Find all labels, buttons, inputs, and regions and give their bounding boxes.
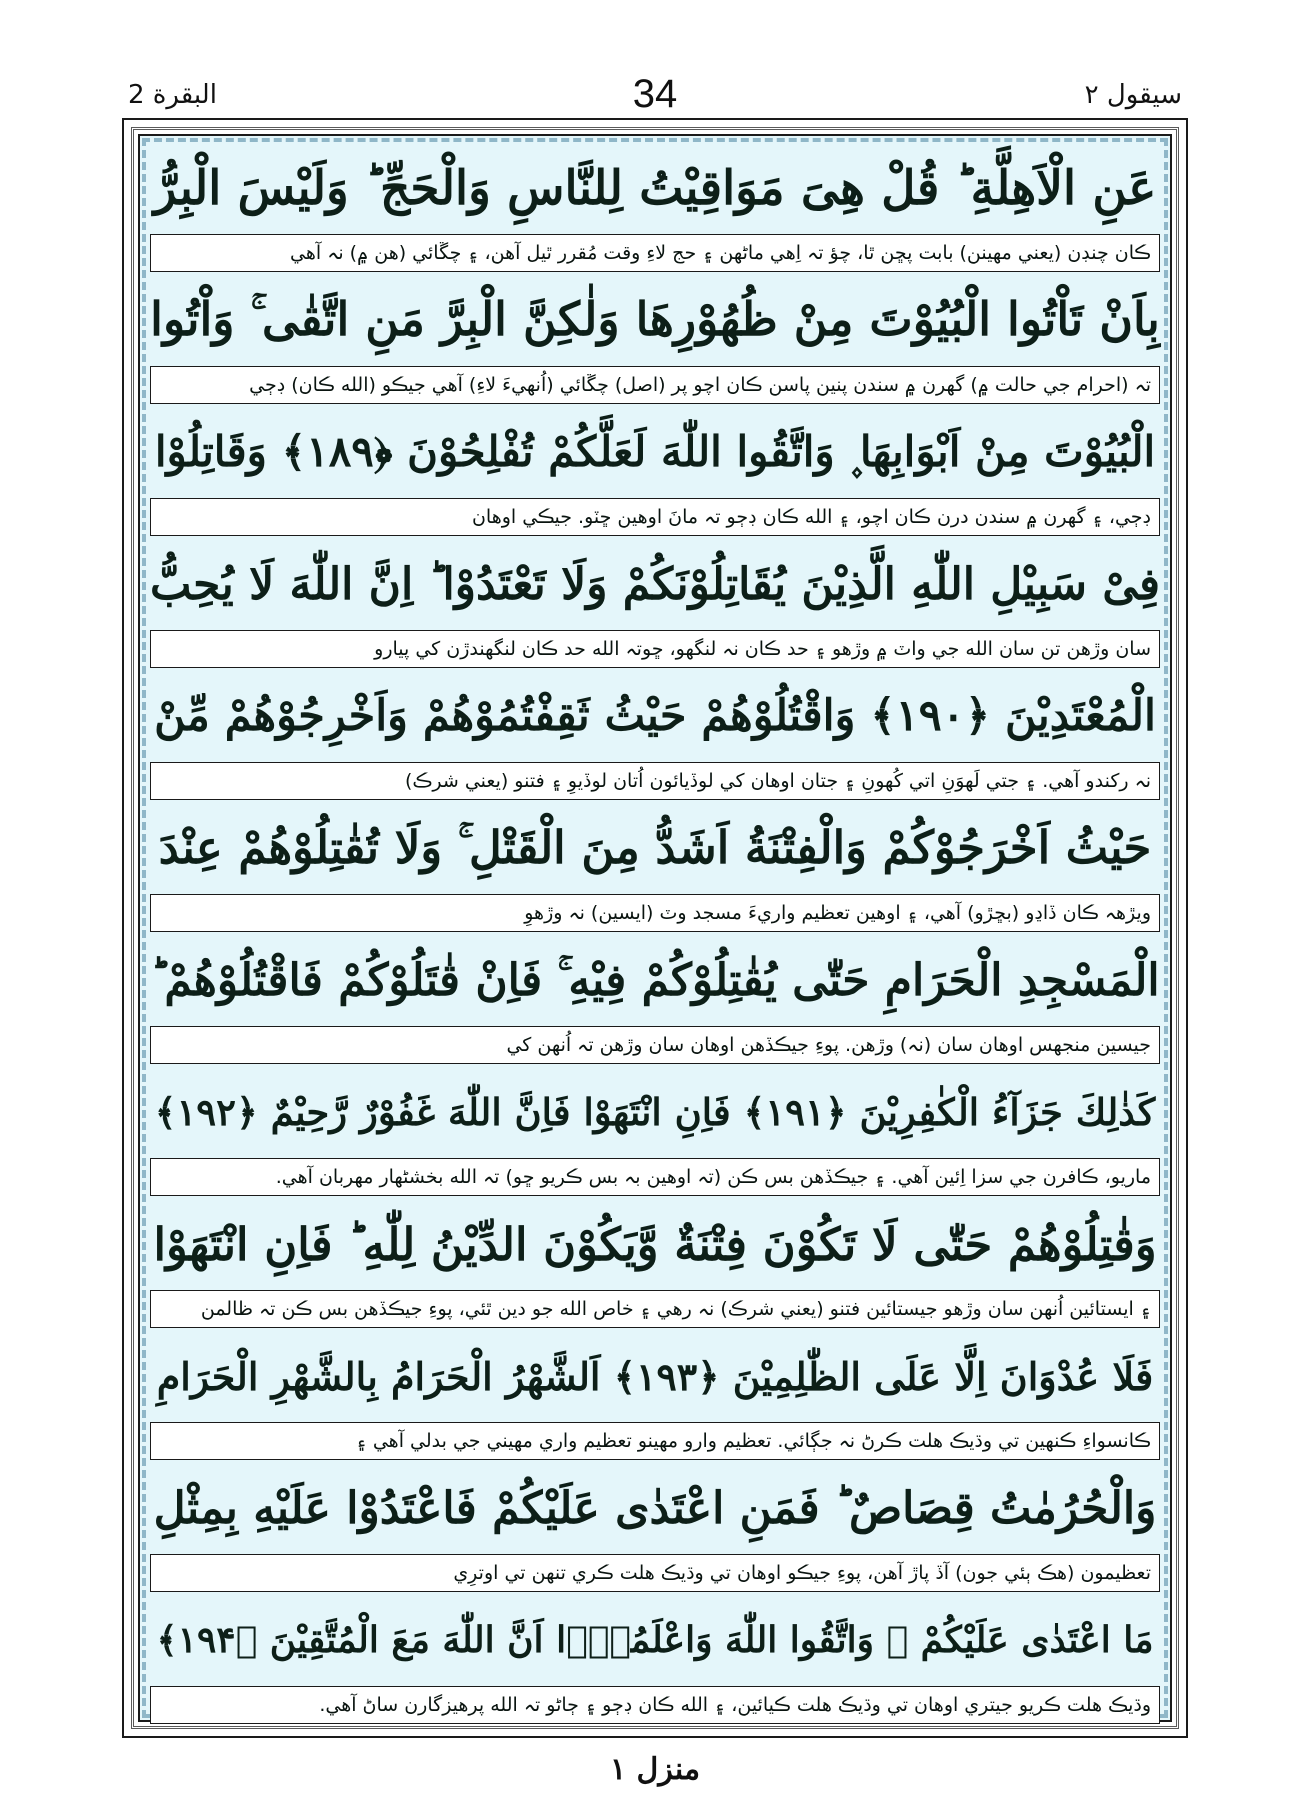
translation-text: نہ رکندو آهي. ۽ جتي لَهوَنِ اتي کُهونِ ۽ جتان اوهان کي لوڏيائون اُتان لوڏيوِ ۽ فتنو (يعني شرڪ) [150,762,1160,800]
verse-line [150,1068,1160,1200]
page-number: 34 [632,72,678,116]
verse-lines [149,144,1161,1716]
translation-text: ڊڄي، ۽ گهرن ۾ سندن درن ڪان اچو، ۽ الله ڪان ڊڄو تہ مانَ اوهين ڇٽو. جيڪي اوهان [150,498,1160,536]
arabic-text: فَلَا عُدْوَانَ اِلَّا عَلَی الظّٰلِمِیْنَ ﴿۱۹۳﴾ اَلشَّهْرُ الْحَرَامُ بِالشَّهْرِ الْحَرَامِ [156,1353,1154,1399]
verse-line [150,936,1160,1068]
surah-name: البقرة 2 [128,80,217,110]
arabic-text: بِاَنْ تَاْتُوا الْبُیُوْتَ مِنْ ظُهُوْرِهَا وَلٰكِنَّ الْبِرَّ مَنِ اتَّقٰی ۚ وَاْتُوا [150,292,1160,346]
arabic-text: حَیْثُ اَخْرَجُوْكُمْ وَالْفِتْنَةُ اَشَدُّ مِنَ الْقَتْلِ ۚ وَلَا تُقٰتِلُوْهُمْ عِنْدَ [158,821,1152,874]
verse-line [150,1596,1160,1728]
arabic-text: وَقٰتِلُوْهُمْ حَتّٰی لَا تَكُوْنَ فِتْنَةٌ وَّیَكُوْنَ الدِّیْنُ لِلّٰهِ ؕ فَاِنِ انْتَهَوْا [153,1217,1157,1271]
verse-line [150,1464,1160,1596]
verse-line [150,408,1160,540]
arabic-text: كَذٰلِكَ جَزَآءُ الْكٰفِرِیْنَ ﴿۱۹۱﴾ فَاِنِ انْتَهَوْا فَاِنَّ اللّٰهَ غَفُوْرٌ رَّحِیْمٌ ﴿۱۹۲﴾ [154,1090,1156,1134]
translation-text: وڌيڪ هلت ڪريو جيتري اوهان تي وڌيڪ هلت ڪيائين، ۽ الله ڪان ڊڄو ۽ ڄاڻو تہ الله پرهيزگارن ساڻ آهي. [150,1686,1160,1724]
manzil-marker: منزل ١ [609,1752,701,1787]
arabic-text: الْمَسْجِدِ الْحَرَامِ حَتّٰی یُقٰتِلُوْكُمْ فِیْهِ ۚ فَاِنْ قٰتَلُوْكُمْ فَاقْتُلُوْهُمْ ؕ [150,954,1160,1006]
translation-text: ۽ ايستائين اُنهن سان وڙهو جيستائين فتنو (يعني شرڪ) نہ رهي ۽ خاص الله جو دين ٿئي، پوءِ جيڪڏهن بس ڪن تہ ظالمن [150,1290,1160,1328]
page-header [0,0,1310,118]
translation-text: جيسين منجهس اوهان سان (نہ) وڙهن. پوءِ جيڪڏهن اوهان سان وڙهن تہ اُنهن کي [150,1026,1160,1064]
translation-text: تہ (احرام جي حالت ۾) گهرن ۾ سندن پنين پاسن ڪان اچو پر (اصل) چڱائي (اُنهيءَ لاءِ) آهي جيڪو (الله ڪان) ڊڄي [150,366,1160,404]
translation-text: سان وڙهن تن سان الله جي واٽ ۾ وڙهو ۽ حد ڪان نہ لنگهو، ڇوتہ الله حد ڪان لنگهندڙن کي پيارو [150,630,1160,668]
translation-text: ويڙهہ ڪان ڏاڍو (بڇڙو) آهي، ۽ اوهين تعظيم واريءَ مسجد وٽ (ايسين) نہ وڙهوِ [150,894,1160,932]
translation-text: ڪان چنڊن (يعني مهينن) بابت پڇن ٿا، چؤ تہ اِهي ماڻهن ۽ حج لاءِ وقت مُقرر ٿيل آهن، ۽ چڱائي (هن ۾) نہ آهي [150,234,1160,272]
juz-name: سيقول ٢ [1084,80,1182,110]
verse-line [150,1332,1160,1464]
page-frame [122,118,1188,1738]
arabic-text: مَا اعْتَدٰی عَلَیْكُمْ ۪ وَاتَّقُوا اللّٰهَ وَاعْلَمُوْۤا اَنَّ اللّٰهَ مَعَ الْمُتَّقِیْنَ ﴿۱۹۴﴾ [156,1619,1154,1661]
arabic-text: عَنِ الْاَهِلَّةِ ؕ قُلْ هِیَ مَوَاقِیْتُ لِلنَّاسِ وَالْحَجِّ ؕ وَلَیْسَ الْبِرُّ [153,160,1157,216]
verse-line [150,804,1160,936]
verse-line [150,1200,1160,1332]
arabic-text: الْمُعْتَدِیْنَ ﴿۱۹۰﴾ وَاقْتُلُوْهُمْ حَیْثُ ثَقِفْتُمُوْهُمْ وَاَخْرِجُوْهُمْ مِّنْ [154,691,1156,741]
arabic-text: فِیْ سَبِیْلِ اللّٰهِ الَّذِیْنَ یُقَاتِلُوْنَكُمْ وَلَا تَعْتَدُوْا ؕ اِنَّ اللّٰهَ لَا یُحِبُّ [149,558,1161,610]
arabic-text: وَالْحُرُمٰتُ قِصَاصٌ ؕ فَمَنِ اعْتَدٰی عَلَیْكُمْ فَاعْتَدُوْا عَلَیْهِ بِمِثْلِ [153,1482,1157,1534]
ornamental-border [138,134,1172,1722]
arabic-text: الْبُیُوْتَ مِنْ اَبْوَابِهَا ۪ وَاتَّقُوا اللّٰهَ لَعَلَّكُمْ تُفْلِحُوْنَ ﴿۱۸۹﴾ وَقَاتِلُوْا [154,427,1156,476]
translation-text: تعظيمون (هڪ ٻئي جون) آڏ پاڙ آهن، پوءِ جيڪو اوهان تي وڌيڪ هلت ڪري تنهن تي اوترِي [150,1554,1160,1592]
verse-line [150,672,1160,804]
verse-line [150,144,1160,276]
translation-text: ڪانسواءِ ڪنهين تي وڌيڪ هلت ڪرڻ نہ جڳائي. تعظيم وارو مهينو تعظيم واري مهيني جي بدلي آهي ۽ [150,1422,1160,1460]
translation-text: ماريو، ڪافرن جي سزا اِئين آهي. ۽ جيڪڏهن بس ڪن (تہ اوهين بہ بس ڪريو ڇو) تہ الله بخشڻهار مهربان آهي. [150,1158,1160,1196]
verse-line [150,276,1160,408]
verse-line [150,540,1160,672]
